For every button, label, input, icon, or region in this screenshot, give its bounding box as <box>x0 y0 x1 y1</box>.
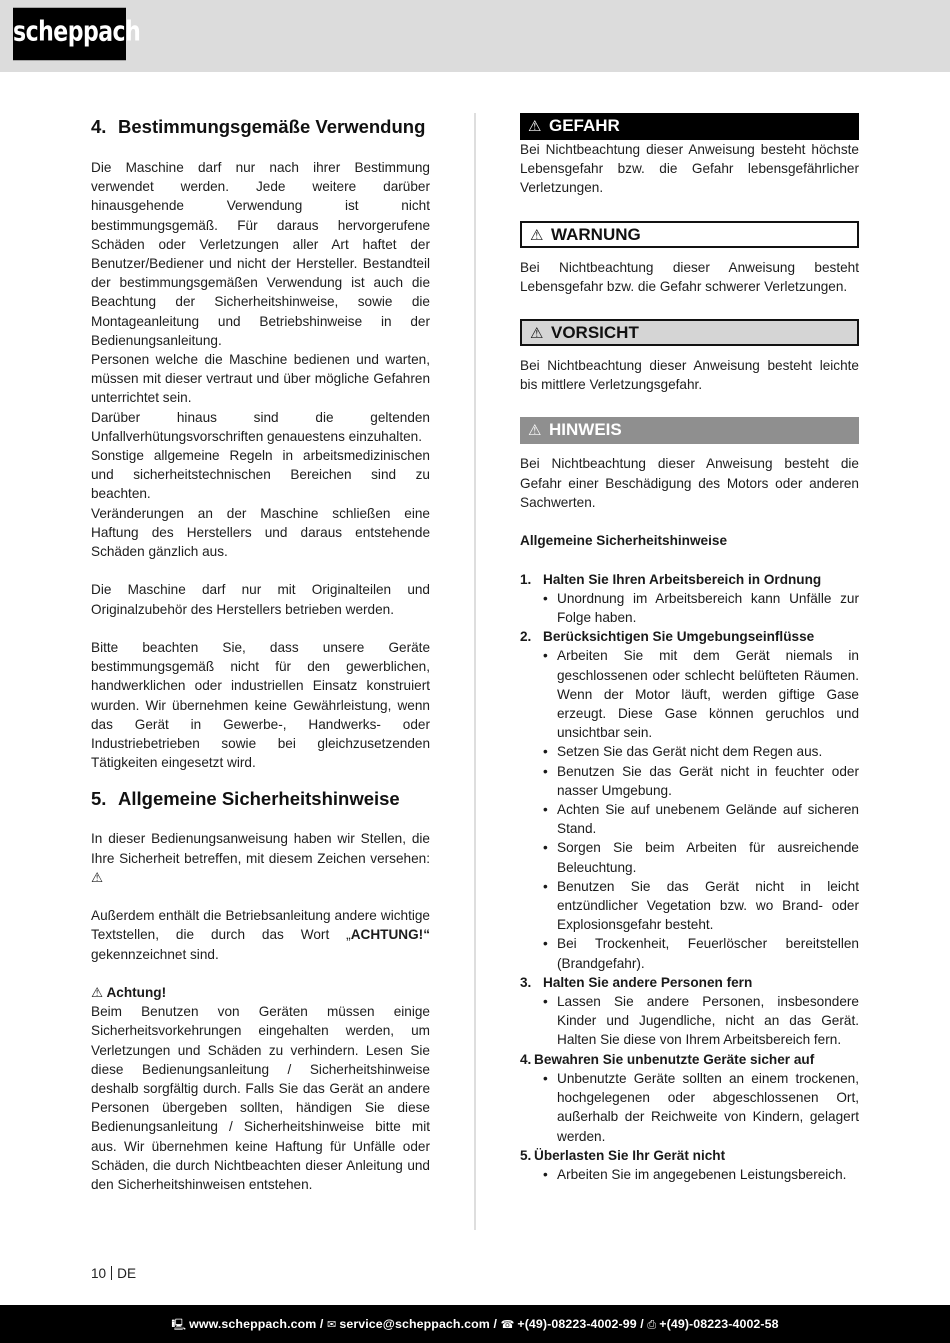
section-number: 5. <box>91 788 107 810</box>
bullet-item: • Sorgen Sie beim Arbeiten für ausreichende Beleuchtung. <box>543 838 859 876</box>
rule-title: Bewahren Sie unbenutzte Geräte sicher auf <box>534 1051 815 1067</box>
phone-icon: ☎ <box>500 1319 515 1331</box>
bullet-item: • Unordnung im Arbeitsbereich kann Unfälle zur Folge haben. <box>543 589 859 627</box>
signal-vorsicht-banner: ⚠ VORSICHT <box>520 319 859 346</box>
rule-item: 4. Bewahren Sie unbenutzte Geräte sicher auf • Unbenutzte Geräte sollten an einem trockenen, hochgelegenen oder abgeschlossenen Ort, außerhalb der Reichweite von Kindern, gelagert werden. <box>520 1050 859 1146</box>
bullet-item: • Achten Sie auf unebenem Gelände auf sicheren Stand. <box>543 800 859 838</box>
section-number: 4. <box>91 116 107 137</box>
fax-number: +(49)-08223-4002-58 <box>659 1317 779 1331</box>
rule-title: Überlasten Sie Ihr Gerät nicht <box>534 1147 726 1163</box>
column-divider <box>474 113 476 1230</box>
right-column <box>520 113 859 1184</box>
paragraph: Veränderungen an der Maschine schließen eine Haftung des Herstellers und daraus entstehende Schäden gänzlich aus. <box>91 505 430 560</box>
signal-gefahr-text: Bei Nichtbeachtung dieser Anweisung besteht höchste Lebensgefahr bzw. die Gefahr lebensgefährlicher Verletzungen. <box>520 142 859 196</box>
warning-triangle-icon: ⚠ <box>528 422 542 440</box>
paragraph: Die Maschine darf nur nach ihrer Bestimmung verwendet werden. Jede weitere darüber hinausgehende Verwendung ist nicht bestimmungsgemäß. Für daraus hervorgerufene Schäden oder Verletzungen aller Art haftet der Benutzer/Bediener und nicht der Hersteller. Bestandteil der bestimmungsgemäßen Verwendung ist auch die Beachtung der Sicherheitshinweise, sowie die Montageanleitung und Betriebshinweise in der Bedienungsanleitung. <box>91 160 430 348</box>
rule-title: Halten Sie Ihren Arbeitsbereich in Ordnung <box>543 571 822 587</box>
signal-hinweis-text: Bei Nichtbeachtung dieser Anweisung besteht die Gefahr einer Beschädigung des Motors oder anderen Sachwerten. <box>520 456 859 510</box>
warning-triangle-icon: ⚠ <box>530 226 544 244</box>
paragraph: Darüber hinaus sind die geltenden Unfallverhütungsvorschriften genauestens einzuhalten. <box>91 409 430 444</box>
bullet-item: • Benutzen Sie das Gerät nicht in leicht entzündlicher Vegetation bzw. wo Brand- oder Explosionsgefahr besteht. <box>543 877 859 935</box>
phone-number: +(49)-08223-4002-99 <box>517 1317 637 1331</box>
computer-icon: 🖳 <box>171 1319 187 1331</box>
warning-triangle-icon: ⚠ <box>528 118 542 135</box>
warning-triangle-icon: ⚠ <box>530 325 544 343</box>
general-safety-subheading: Allgemeine Sicherheitshinweise <box>520 533 727 549</box>
paragraph: Personen welche die Maschine bedienen und warten, müssen mit dieser vertraut und über mögliche Gefahren unterrichtet sein. <box>91 352 430 406</box>
rule-item: 5. Überlasten Sie Ihr Gerät nicht • Arbeiten Sie im angegebenen Leistungsbereich. <box>520 1146 859 1184</box>
email-link[interactable]: service@scheppach.com <box>339 1317 490 1331</box>
bullet-item: • Benutzen Sie das Gerät nicht in feuchter oder nasser Umgebung. <box>543 762 859 800</box>
bullet-item: • Unbenutzte Geräte sollten an einem trockenen, hochgelegenen oder abgeschlossenen Ort, außerhalb der Reichweite von Kindern, gelagert werden. <box>543 1069 859 1146</box>
intro-paragraph: In dieser Bedienungsanweisung haben wir Stellen, die Ihre Sicherheit betreffen, mit diesem Zeichen versehen: ⚠ <box>91 831 430 885</box>
bullet-item: • Lassen Sie andere Personen, insbesondere Kinder und Jugendliche, nicht an das Gerät. Halten Sie diese von Ihrem Arbeitsbereich fern. <box>543 992 859 1050</box>
warning-triangle-icon: ⚠ <box>91 985 104 1001</box>
bullet-item: • Setzen Sie das Gerät nicht dem Regen aus. <box>543 742 859 761</box>
section-title: Bestimmungsgemäße Verwendung <box>118 116 426 137</box>
achtung-paragraph: Außerdem enthält die Betriebsanleitung andere wichtige Textstellen, die durch das Wort „ACHTUNG!“ gekennzeichnet sind. <box>91 908 430 962</box>
website-link[interactable]: www.scheppach.com <box>189 1317 317 1331</box>
signal-warnung-text: Bei Nichtbeachtung dieser Anweisung besteht Lebensgefahr bzw. die Gefahr schwerer Verletzungen. <box>520 259 859 294</box>
achtung-heading: ⚠ Achtung! <box>91 985 167 1001</box>
rule-item: 2. Berücksichtigen Sie Umgebungseinflüsse • Arbeiten Sie mit dem Gerät niemals in geschlossenen oder schlecht belüfteten Räumen. Wenn der Motor läuft, werden giftige Gase erzeugt. Diese Gase können geruchlos und unsichtbar sein. • Setzen Sie das Gerät nicht dem Regen aus. • Benutzen Sie das Gerät nicht in feuchter oder nasser Umgebung. • Achten Sie auf unebenem Gelände auf sicheren Stand. • Sorgen Sie beim Arbeiten für ausreichende Beleuchtung. • Benutzen Sie das Gerät nicht in leicht entzündlicher Vegetation bzw. wo Brand- oder Explosionsgefahr besteht. • Bei Trockenheit, Feuerlöscher bereitstellen (Brandgefahr). <box>520 627 859 973</box>
left-column <box>91 113 430 1194</box>
signal-hinweis-banner: ⚠ HINWEIS <box>520 417 859 444</box>
bullet-item: • Bei Trockenheit, Feuerlöscher bereitstellen (Brandgefahr). <box>543 934 859 972</box>
bullet-item: • Arbeiten Sie im angegebenen Leistungsbereich. <box>543 1165 859 1184</box>
paragraph: Bitte beachten Sie, dass unsere Geräte bestimmungsgemäß nicht für den gewerblichen, handwerklichen oder industriellen Einsatz konstruiert wurden. Wir übernehmen keine Gewährleistung, wenn das Gerät in Gewerbe-, Handwerks- oder Industriebetrieben sowie bei gleichzusetzenden Tätigkeiten eingesetzt wird. <box>91 640 430 771</box>
safety-rules-list <box>520 570 859 1185</box>
footer-contact-bar: 🖳 www.scheppach.com / ✉ service@scheppach.com / ☎ +(49)-08223-4002-99 / ⎙ +(49)-08223-4002-58 <box>0 1305 950 1343</box>
signal-gefahr-banner: ⚠ GEFAHR <box>520 113 859 140</box>
signal-vorsicht-text: Bei Nichtbeachtung dieser Anweisung besteht leichte bis mittlere Verletzungsgefahr. <box>520 358 859 393</box>
achtung-word: ACHTUNG!“ <box>350 927 430 943</box>
rule-title: Berücksichtigen Sie Umgebungseinflüsse <box>543 629 815 645</box>
rule-item: 1. Halten Sie Ihren Arbeitsbereich in Ordnung • Unordnung im Arbeitsbereich kann Unfälle zur Folge haben. <box>520 570 859 628</box>
page-number: 10 DE <box>91 1266 137 1281</box>
section-5-heading <box>91 785 430 813</box>
section-4-heading <box>91 113 430 141</box>
fax-icon: ⎙ <box>647 1319 657 1331</box>
signal-warnung-banner: ⚠ WARNUNG <box>520 221 859 248</box>
achtung-text: Beim Benutzen von Geräten müssen einige Sicherheitsvorkehrungen eingehalten werden, um Verletzungen und Schäden zu verhindern. Lesen Sie diese Bedienungsanleitung / Sicherheitshinweise deshalb sorgfältig durch. Falls Sie das Gerät an andere Personen übergeben sollten, händigen Sie diese Bedienungsanleitung / Sicherheitshinweise bitte mit aus. Wir übernehmen keine Haftung für Unfälle oder Schäden, die durch Nichtbeachten dieser Anleitung und den Sicherheitshinweisen entstehen. <box>91 1004 430 1193</box>
mail-icon: ✉ <box>327 1319 337 1331</box>
section-title: Allgemeine Sicherheitshinweise <box>118 788 400 810</box>
bullet-item: • Arbeiten Sie mit dem Gerät niemals in geschlossenen oder schlecht belüfteten Räumen. Wenn der Motor läuft, werden giftige Gase erzeugt. Diese Gase können geruchlos und unsichtbar sein. <box>543 646 859 742</box>
paragraph: Die Maschine darf nur mit Originalteilen und Originalzubehör des Herstellers betrieben werden. <box>91 582 430 617</box>
header-bar <box>0 0 950 72</box>
scheppach-logo: scheppach <box>13 8 126 61</box>
rule-item: 3. Halten Sie andere Personen fern • Lassen Sie andere Personen, insbesondere Kinder und Jugendliche, nicht an das Gerät. Halten Sie diese von Ihrem Arbeitsbereich fern. <box>520 973 859 1050</box>
paragraph: Sonstige allgemeine Regeln in arbeitsmedizinischen und sicherheitstechnischen Bereichen sind zu beachten. <box>91 448 430 502</box>
page-separator <box>111 1266 112 1280</box>
rule-title: Halten Sie andere Personen fern <box>543 974 753 990</box>
